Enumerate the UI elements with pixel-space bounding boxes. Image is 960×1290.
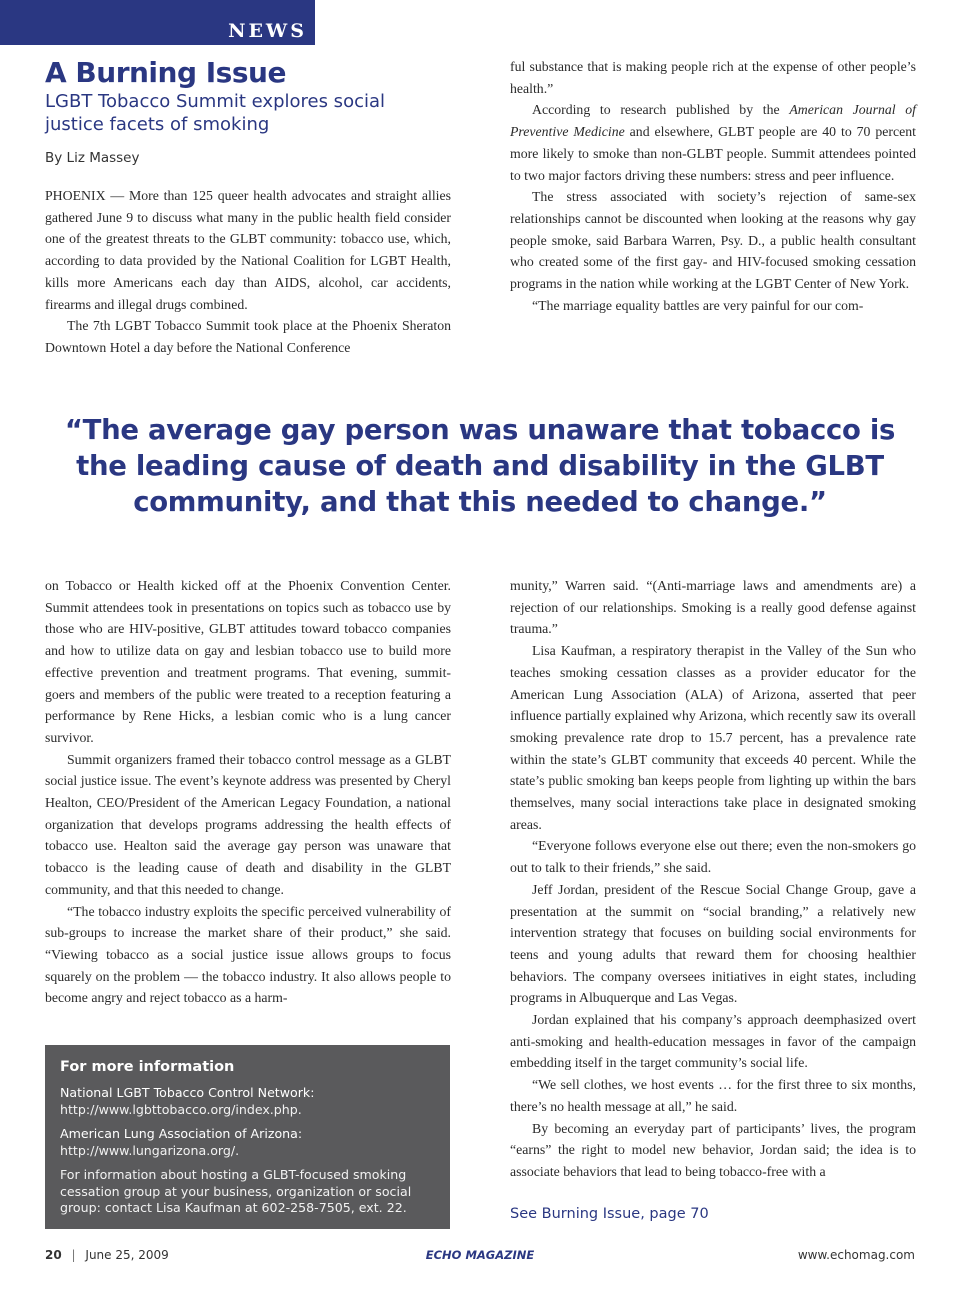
article-subhead: LGBT Tobacco Summit explores social justice facets of smoking (45, 91, 386, 135)
paragraph: Summit organizers framed their tobacco control message as a GLBT social justice issue. The event’s keynote address was presented by Cheryl Healton, CEO/President of the American Legacy Foundation, a national organization that develops programs addressing the health effects of tobacco use. Healton said the average gay person was unaware that tobacco is the leading cause of death and disability in the GLBT community, and that this needed to change. (45, 751, 451, 897)
info-note: For information about hosting a GLBT-focused smoking cessation group at your business, organization or social group: contact Lisa Kaufman at 602-258-7505, ext. 22. (60, 1167, 412, 1215)
paragraph: ful substance that is making people rich at the expense of other people’s health.” (510, 59, 916, 96)
paragraph: The 7th LGBT Tobacco Summit took place at the Phoenix Sheraton Downtown Hotel a day before the National Conference (45, 318, 451, 355)
paragraph: “We sell clothes, we host events … for the first three to six months, there’s no health message at all,” he said. (510, 1077, 916, 1114)
info-link[interactable]: http://www.lgbttobacco.org/index.php. (60, 1101, 302, 1117)
footer-url[interactable]: www.echomag.com (797, 1248, 915, 1262)
footer-separator: | (71, 1248, 76, 1262)
paragraph: PHOENIX — More than 125 queer health advocates and straight allies gathered June 9 to discuss what many in the public health field consider one of the greatest threats to the GLBT community: tobacco use, which, according to data provided by the National Coalition for LGBT Health, kills more Americans each day than AIDS, alcohol, car accidents, firearms and illegal drugs combined. (45, 188, 451, 312)
info-box (45, 1045, 450, 1229)
info-box-title: For more information (60, 1059, 235, 1075)
page-footer (45, 1248, 915, 1266)
paragraph: munity,” Warren said. “(Anti-marriage laws and amendments are) a rejection of our relationships. Smoking is a really good defense against trauma.” (510, 578, 916, 637)
paragraph: on Tobacco or Health kicked off at the Phoenix Convention Center. Summit attendees took in presentations on topics such as tobacco use by those who are HIV-positive, GLBT attitudes toward tobacco companies and how to utilize data on gay and lesbian tobacco use to build more effective prevention and treatment programs. That evening, summit-goers and members of the public were treated to a reception featuring a performance by Rene Hicks, a lesbian comic who is a lung cancer survivor. (45, 578, 451, 745)
paragraph: Lisa Kaufman, a respiratory therapist in the Valley of the Sun who teaches smoking cessation classes as a provider educator for the American Lung Association (ALA) of Arizona, asserted that peer influence partially explained why Arizona, which recently saw its overall smoking prevalence rate drop to 15.7 percent, has a prevalence rate within the state’s GLBT community that exceeds 40 percent. While the state’s public smoking ban keeps people from lighting up within the bars themselves, many social interactions take place in designated smoking areas. (510, 643, 916, 832)
column-1-bottom (45, 575, 451, 1009)
column-2-bottom (510, 575, 916, 1183)
column-1-top (45, 185, 451, 359)
journal-title: American Journal of Preventive Medicine (510, 102, 916, 140)
paragraph: Jeff Jordan, president of the Rescue Social Change Group, gave a presentation at the summit on “social branding,” a relatively new intervention strategy that focuses on building social environments for teens and young adults that reward them for choosing healthier behaviors. The company oversees initiatives in eight states, including programs in Albuquerque and Las Vegas. (510, 881, 916, 1006)
paragraph (510, 99, 916, 186)
info-item-label: National LGBT Tobacco Control Network: (60, 1085, 315, 1100)
continued-link[interactable]: See Burning Issue, page 70 (510, 1206, 709, 1222)
info-item-label: American Lung Association of Arizona: (60, 1126, 303, 1141)
paragraph: “The marriage equality battles are very painful for our com- (532, 297, 864, 313)
paragraph: “The tobacco industry exploits the specific perceived vulnerability of sub-groups to increase the market share of their product,” she said. “Viewing tobacco as a social justice issue allows groups to focus squarely on the problem — the tobacco industry. It also allows people to become angry and reject tobacco as a harm- (45, 903, 451, 1006)
info-item (60, 1085, 434, 1118)
pull-quote: “The average gay person was unaware that tobacco is the leading cause of death and disability in the GLBT community, and that this needed to change.” (64, 414, 896, 518)
section-tab: NEWS (0, 0, 315, 45)
text-run: According to research published by the (532, 102, 790, 118)
paragraph: The stress associated with society’s rejection of same-sex relationships cannot be discounted when looking at the reasons why gay people smoke, said Barbara Warren, Psy. D., a public health consultant who created some of the first gay- and HIV-focused smoking cessation programs in the nation while working at the LGBT Center of New York. (510, 189, 916, 292)
column-2-top (510, 56, 916, 316)
page-number: 20 (45, 1248, 62, 1262)
paragraph: Jordan explained that his company’s approach deemphasized overt anti-smoking and health-education messages in favor of the campaign embedding itself in the target community’s social life. (510, 1012, 916, 1071)
article-headline: A Burning Issue (45, 56, 286, 89)
info-item (60, 1126, 434, 1159)
paragraph: By becoming an everyday part of participants’ lives, the program “earns” the right to model new behavior, Jordan said; the idea is to associate behaviors that lead to being tobacco-free with a (510, 1120, 916, 1179)
info-link[interactable]: http://www.lungarizona.org/. (60, 1142, 240, 1158)
paragraph: “Everyone follows everyone else out there; even the non-smokers go out to talk to their friends,” she said. (510, 838, 916, 876)
issue-date: June 25, 2009 (85, 1248, 169, 1262)
byline: By Liz Massey (45, 150, 140, 166)
text-run: and elsewhere, GLBT people are 40 to 70 percent more likely to smoke than non-GLBT people. Summit attendees pointed to two major factors driving these numbers: stress and peer influence. (510, 124, 916, 183)
publication-name: ECHO MAGAZINE (425, 1248, 535, 1262)
